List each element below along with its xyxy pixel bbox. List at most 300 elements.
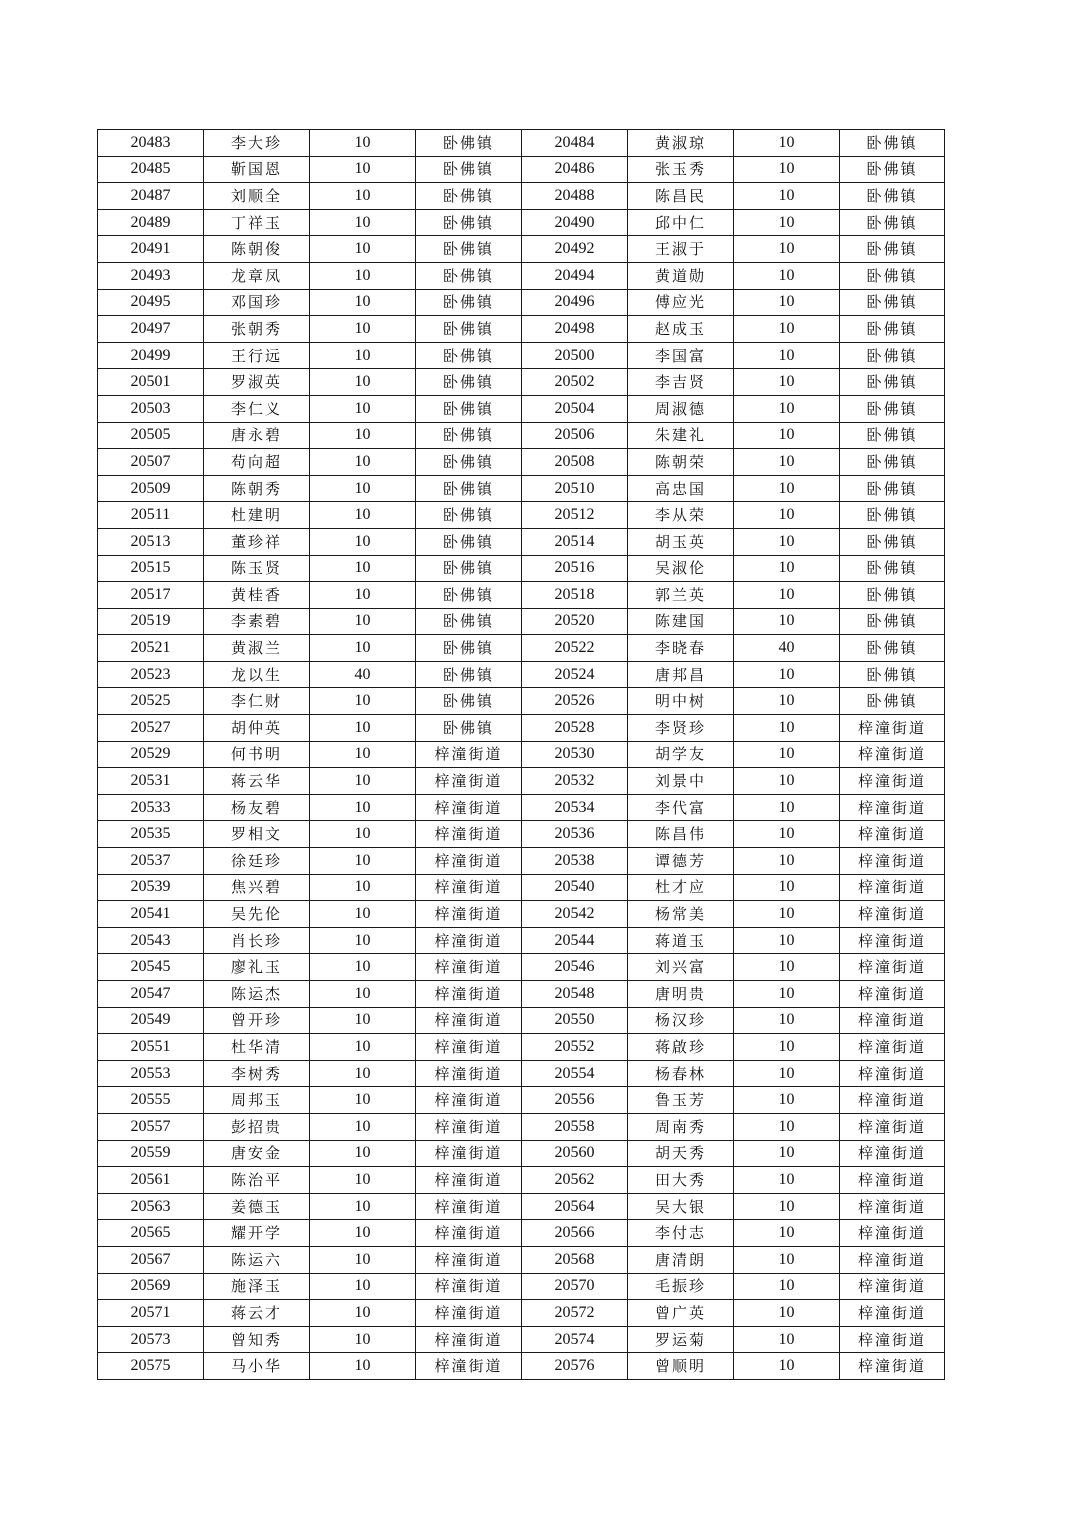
left-amount-cell: 10 (310, 927, 416, 954)
left-record-id-cell: 20547 (98, 981, 204, 1008)
right-record-id-cell: 20528 (522, 715, 628, 742)
table-row (98, 342, 945, 369)
table-row (98, 608, 945, 635)
left-area-cell: 梓潼街道 (416, 1060, 522, 1087)
right-name-cell: 曾广英 (628, 1300, 734, 1327)
right-amount-cell: 10 (734, 342, 840, 369)
right-record-id-cell: 20512 (522, 502, 628, 529)
right-record-id-cell: 20498 (522, 316, 628, 343)
table-row (98, 1220, 945, 1247)
right-amount-cell: 10 (734, 1034, 840, 1061)
left-area-cell: 梓潼街道 (416, 1300, 522, 1327)
left-amount-cell: 40 (310, 661, 416, 688)
left-record-id-cell: 20493 (98, 262, 204, 289)
table-row (98, 981, 945, 1008)
right-area-cell: 梓潼街道 (840, 1300, 945, 1327)
right-record-id-cell: 20574 (522, 1326, 628, 1353)
left-name-cell: 罗相文 (204, 821, 310, 848)
left-name-cell: 耀开学 (204, 1220, 310, 1247)
right-record-id-cell: 20524 (522, 661, 628, 688)
right-amount-cell: 10 (734, 316, 840, 343)
right-area-cell: 梓潼街道 (840, 1326, 945, 1353)
right-amount-cell: 10 (734, 715, 840, 742)
table-row (98, 1060, 945, 1087)
left-amount-cell: 10 (310, 369, 416, 396)
table-row (98, 768, 945, 795)
left-amount-cell: 10 (310, 209, 416, 236)
right-area-cell: 梓潼街道 (840, 1060, 945, 1087)
right-amount-cell: 10 (734, 1326, 840, 1353)
left-amount-cell: 10 (310, 1060, 416, 1087)
right-amount-cell: 10 (734, 1060, 840, 1087)
left-name-cell: 杨友碧 (204, 794, 310, 821)
right-area-cell: 梓潼街道 (840, 954, 945, 981)
right-record-id-cell: 20530 (522, 741, 628, 768)
left-area-cell: 梓潼街道 (416, 794, 522, 821)
right-amount-cell: 10 (734, 821, 840, 848)
right-area-cell: 梓潼街道 (840, 1353, 945, 1380)
left-name-cell: 董珍祥 (204, 528, 310, 555)
table-row (98, 582, 945, 609)
right-amount-cell: 10 (734, 954, 840, 981)
left-area-cell: 梓潼街道 (416, 1220, 522, 1247)
right-record-id-cell: 20554 (522, 1060, 628, 1087)
right-name-cell: 张玉秀 (628, 156, 734, 183)
left-name-cell: 陈运六 (204, 1246, 310, 1273)
left-area-cell: 卧佛镇 (416, 342, 522, 369)
right-area-cell: 梓潼街道 (840, 768, 945, 795)
left-name-cell: 王行远 (204, 342, 310, 369)
table-row (98, 1273, 945, 1300)
left-area-cell: 卧佛镇 (416, 183, 522, 210)
table-row (98, 395, 945, 422)
right-amount-cell: 10 (734, 555, 840, 582)
left-record-id-cell: 20501 (98, 369, 204, 396)
right-area-cell: 卧佛镇 (840, 635, 945, 662)
right-name-cell: 李代富 (628, 794, 734, 821)
right-record-id-cell: 20572 (522, 1300, 628, 1327)
left-amount-cell: 10 (310, 901, 416, 928)
left-name-cell: 陈运杰 (204, 981, 310, 1008)
right-area-cell: 梓潼街道 (840, 794, 945, 821)
left-name-cell: 龙章凤 (204, 262, 310, 289)
right-name-cell: 朱建礼 (628, 422, 734, 449)
left-amount-cell: 10 (310, 1087, 416, 1114)
left-record-id-cell: 20543 (98, 927, 204, 954)
right-name-cell: 王淑于 (628, 236, 734, 263)
left-amount-cell: 10 (310, 741, 416, 768)
left-area-cell: 卧佛镇 (416, 635, 522, 662)
right-area-cell: 卧佛镇 (840, 316, 945, 343)
left-record-id-cell: 20553 (98, 1060, 204, 1087)
table-row (98, 528, 945, 555)
right-amount-cell: 10 (734, 688, 840, 715)
left-name-cell: 何书明 (204, 741, 310, 768)
right-record-id-cell: 20562 (522, 1167, 628, 1194)
right-record-id-cell: 20522 (522, 635, 628, 662)
right-amount-cell: 10 (734, 794, 840, 821)
left-record-id-cell: 20503 (98, 395, 204, 422)
left-record-id-cell: 20489 (98, 209, 204, 236)
right-area-cell: 卧佛镇 (840, 661, 945, 688)
left-name-cell: 黄淑兰 (204, 635, 310, 662)
right-area-cell: 卧佛镇 (840, 209, 945, 236)
left-area-cell: 梓潼街道 (416, 927, 522, 954)
left-name-cell: 彭招贵 (204, 1113, 310, 1140)
table-row (98, 661, 945, 688)
left-record-id-cell: 20565 (98, 1220, 204, 1247)
left-name-cell: 陈治平 (204, 1167, 310, 1194)
left-name-cell: 徐廷珍 (204, 848, 310, 875)
table-row (98, 1353, 945, 1380)
right-area-cell: 梓潼街道 (840, 821, 945, 848)
right-name-cell: 蒋道玉 (628, 927, 734, 954)
right-record-id-cell: 20546 (522, 954, 628, 981)
left-record-id-cell: 20521 (98, 635, 204, 662)
left-record-id-cell: 20557 (98, 1113, 204, 1140)
left-record-id-cell: 20563 (98, 1193, 204, 1220)
table-row (98, 1007, 945, 1034)
right-amount-cell: 10 (734, 1087, 840, 1114)
table-row (98, 848, 945, 875)
left-area-cell: 梓潼街道 (416, 1273, 522, 1300)
left-name-cell: 刘顺全 (204, 183, 310, 210)
left-area-cell: 卧佛镇 (416, 449, 522, 476)
table-row (98, 1140, 945, 1167)
left-area-cell: 梓潼街道 (416, 954, 522, 981)
right-name-cell: 李晓春 (628, 635, 734, 662)
right-record-id-cell: 20486 (522, 156, 628, 183)
left-name-cell: 唐安金 (204, 1140, 310, 1167)
right-name-cell: 田大秀 (628, 1167, 734, 1194)
right-amount-cell: 10 (734, 981, 840, 1008)
right-name-cell: 唐明贵 (628, 981, 734, 1008)
left-area-cell: 梓潼街道 (416, 1140, 522, 1167)
right-area-cell: 梓潼街道 (840, 715, 945, 742)
left-area-cell: 卧佛镇 (416, 661, 522, 688)
left-name-cell: 胡仲英 (204, 715, 310, 742)
left-name-cell: 黄桂香 (204, 582, 310, 609)
left-amount-cell: 10 (310, 316, 416, 343)
left-name-cell: 靳国恩 (204, 156, 310, 183)
left-name-cell: 杜建明 (204, 502, 310, 529)
left-area-cell: 梓潼街道 (416, 741, 522, 768)
right-record-id-cell: 20576 (522, 1353, 628, 1380)
left-name-cell: 马小华 (204, 1353, 310, 1380)
right-record-id-cell: 20570 (522, 1273, 628, 1300)
left-amount-cell: 10 (310, 954, 416, 981)
table-row (98, 635, 945, 662)
right-area-cell: 卧佛镇 (840, 449, 945, 476)
right-area-cell: 梓潼街道 (840, 927, 945, 954)
right-area-cell: 梓潼街道 (840, 1140, 945, 1167)
right-name-cell: 刘景中 (628, 768, 734, 795)
left-record-id-cell: 20567 (98, 1246, 204, 1273)
right-amount-cell: 10 (734, 1353, 840, 1380)
right-name-cell: 郭兰英 (628, 582, 734, 609)
left-record-id-cell: 20483 (98, 130, 204, 157)
right-area-cell: 卧佛镇 (840, 528, 945, 555)
roster-body (98, 130, 945, 1380)
right-name-cell: 黄道勋 (628, 262, 734, 289)
table-row (98, 1246, 945, 1273)
table-row (98, 1167, 945, 1194)
left-area-cell: 卧佛镇 (416, 209, 522, 236)
right-record-id-cell: 20490 (522, 209, 628, 236)
left-area-cell: 卧佛镇 (416, 608, 522, 635)
left-record-id-cell: 20539 (98, 874, 204, 901)
right-area-cell: 卧佛镇 (840, 183, 945, 210)
left-name-cell: 邓国珍 (204, 289, 310, 316)
right-amount-cell: 10 (734, 289, 840, 316)
left-name-cell: 李素碧 (204, 608, 310, 635)
left-name-cell: 张朝秀 (204, 316, 310, 343)
left-amount-cell: 10 (310, 1246, 416, 1273)
left-record-id-cell: 20519 (98, 608, 204, 635)
right-record-id-cell: 20518 (522, 582, 628, 609)
right-record-id-cell: 20566 (522, 1220, 628, 1247)
left-name-cell: 杜华清 (204, 1034, 310, 1061)
left-name-cell: 李大珍 (204, 130, 310, 157)
left-record-id-cell: 20533 (98, 794, 204, 821)
right-amount-cell: 10 (734, 236, 840, 263)
left-name-cell: 龙以生 (204, 661, 310, 688)
right-amount-cell: 10 (734, 528, 840, 555)
right-name-cell: 杨汉珍 (628, 1007, 734, 1034)
left-name-cell: 周邦玉 (204, 1087, 310, 1114)
right-amount-cell: 10 (734, 1220, 840, 1247)
right-name-cell: 鲁玉芳 (628, 1087, 734, 1114)
left-area-cell: 梓潼街道 (416, 821, 522, 848)
right-record-id-cell: 20564 (522, 1193, 628, 1220)
right-area-cell: 梓潼街道 (840, 981, 945, 1008)
table-row (98, 1193, 945, 1220)
left-record-id-cell: 20509 (98, 475, 204, 502)
left-record-id-cell: 20551 (98, 1034, 204, 1061)
left-record-id-cell: 20513 (98, 528, 204, 555)
right-amount-cell: 10 (734, 1113, 840, 1140)
left-record-id-cell: 20485 (98, 156, 204, 183)
left-amount-cell: 10 (310, 608, 416, 635)
left-amount-cell: 10 (310, 874, 416, 901)
table-row (98, 502, 945, 529)
left-area-cell: 梓潼街道 (416, 901, 522, 928)
right-amount-cell: 10 (734, 741, 840, 768)
right-record-id-cell: 20548 (522, 981, 628, 1008)
left-amount-cell: 10 (310, 449, 416, 476)
right-record-id-cell: 20508 (522, 449, 628, 476)
left-area-cell: 梓潼街道 (416, 848, 522, 875)
table-row (98, 1326, 945, 1353)
right-record-id-cell: 20538 (522, 848, 628, 875)
left-area-cell: 梓潼街道 (416, 1087, 522, 1114)
table-row (98, 262, 945, 289)
right-area-cell: 卧佛镇 (840, 289, 945, 316)
left-name-cell: 李树秀 (204, 1060, 310, 1087)
left-amount-cell: 10 (310, 342, 416, 369)
right-amount-cell: 10 (734, 449, 840, 476)
left-amount-cell: 10 (310, 848, 416, 875)
left-area-cell: 梓潼街道 (416, 1034, 522, 1061)
right-name-cell: 杨春林 (628, 1060, 734, 1087)
table-row (98, 688, 945, 715)
right-record-id-cell: 20492 (522, 236, 628, 263)
left-amount-cell: 10 (310, 715, 416, 742)
left-name-cell: 陈玉贤 (204, 555, 310, 582)
left-name-cell: 丁祥玉 (204, 209, 310, 236)
right-area-cell: 梓潼街道 (840, 1087, 945, 1114)
table-row (98, 209, 945, 236)
right-record-id-cell: 20526 (522, 688, 628, 715)
right-area-cell: 卧佛镇 (840, 156, 945, 183)
right-area-cell: 梓潼街道 (840, 1007, 945, 1034)
left-name-cell: 姜德玉 (204, 1193, 310, 1220)
table-row (98, 927, 945, 954)
right-record-id-cell: 20510 (522, 475, 628, 502)
right-record-id-cell: 20556 (522, 1087, 628, 1114)
left-record-id-cell: 20571 (98, 1300, 204, 1327)
right-amount-cell: 10 (734, 582, 840, 609)
left-record-id-cell: 20569 (98, 1273, 204, 1300)
left-name-cell: 苟向超 (204, 449, 310, 476)
table-row (98, 1300, 945, 1327)
left-area-cell: 卧佛镇 (416, 475, 522, 502)
left-record-id-cell: 20515 (98, 555, 204, 582)
left-area-cell: 梓潼街道 (416, 1193, 522, 1220)
right-name-cell: 明中树 (628, 688, 734, 715)
right-area-cell: 卧佛镇 (840, 369, 945, 396)
right-amount-cell: 10 (734, 1007, 840, 1034)
table-row (98, 316, 945, 343)
right-area-cell: 卧佛镇 (840, 236, 945, 263)
left-amount-cell: 10 (310, 582, 416, 609)
right-amount-cell: 10 (734, 661, 840, 688)
left-area-cell: 卧佛镇 (416, 369, 522, 396)
right-name-cell: 毛振珍 (628, 1273, 734, 1300)
right-area-cell: 卧佛镇 (840, 262, 945, 289)
left-record-id-cell: 20537 (98, 848, 204, 875)
right-area-cell: 梓潼街道 (840, 1246, 945, 1273)
left-amount-cell: 10 (310, 183, 416, 210)
right-name-cell: 周南秀 (628, 1113, 734, 1140)
right-area-cell: 梓潼街道 (840, 1193, 945, 1220)
right-amount-cell: 10 (734, 874, 840, 901)
right-area-cell: 卧佛镇 (840, 608, 945, 635)
left-area-cell: 梓潼街道 (416, 1113, 522, 1140)
right-name-cell: 胡天秀 (628, 1140, 734, 1167)
right-amount-cell: 10 (734, 183, 840, 210)
right-record-id-cell: 20534 (522, 794, 628, 821)
left-area-cell: 梓潼街道 (416, 768, 522, 795)
left-amount-cell: 10 (310, 794, 416, 821)
left-name-cell: 蒋云华 (204, 768, 310, 795)
left-area-cell: 卧佛镇 (416, 555, 522, 582)
right-amount-cell: 10 (734, 502, 840, 529)
right-amount-cell: 10 (734, 608, 840, 635)
left-amount-cell: 10 (310, 422, 416, 449)
right-name-cell: 李国富 (628, 342, 734, 369)
right-name-cell: 曾顺明 (628, 1353, 734, 1380)
right-record-id-cell: 20506 (522, 422, 628, 449)
right-name-cell: 谭德芳 (628, 848, 734, 875)
right-amount-cell: 10 (734, 422, 840, 449)
left-area-cell: 卧佛镇 (416, 262, 522, 289)
left-amount-cell: 10 (310, 528, 416, 555)
right-name-cell: 周淑德 (628, 395, 734, 422)
left-amount-cell: 10 (310, 1193, 416, 1220)
right-name-cell: 杜才应 (628, 874, 734, 901)
left-amount-cell: 10 (310, 289, 416, 316)
right-area-cell: 梓潼街道 (840, 741, 945, 768)
left-record-id-cell: 20541 (98, 901, 204, 928)
table-row (98, 449, 945, 476)
left-amount-cell: 10 (310, 156, 416, 183)
left-area-cell: 梓潼街道 (416, 1353, 522, 1380)
right-record-id-cell: 20502 (522, 369, 628, 396)
table-row (98, 236, 945, 263)
left-area-cell: 卧佛镇 (416, 289, 522, 316)
left-name-cell: 蒋云才 (204, 1300, 310, 1327)
left-name-cell: 唐永碧 (204, 422, 310, 449)
left-name-cell: 罗淑英 (204, 369, 310, 396)
left-record-id-cell: 20559 (98, 1140, 204, 1167)
right-name-cell: 邱中仁 (628, 209, 734, 236)
right-amount-cell: 10 (734, 395, 840, 422)
right-amount-cell: 10 (734, 1273, 840, 1300)
table-row (98, 741, 945, 768)
right-record-id-cell: 20536 (522, 821, 628, 848)
right-area-cell: 梓潼街道 (840, 1167, 945, 1194)
table-row (98, 715, 945, 742)
right-name-cell: 赵成玉 (628, 316, 734, 343)
right-name-cell: 陈昌民 (628, 183, 734, 210)
right-record-id-cell: 20494 (522, 262, 628, 289)
table-row (98, 130, 945, 157)
left-area-cell: 梓潼街道 (416, 1167, 522, 1194)
right-name-cell: 李从荣 (628, 502, 734, 529)
right-amount-cell: 10 (734, 1140, 840, 1167)
left-record-id-cell: 20511 (98, 502, 204, 529)
right-name-cell: 傅应光 (628, 289, 734, 316)
right-amount-cell: 10 (734, 262, 840, 289)
right-area-cell: 卧佛镇 (840, 422, 945, 449)
right-name-cell: 陈朝荣 (628, 449, 734, 476)
left-amount-cell: 10 (310, 1273, 416, 1300)
left-record-id-cell: 20487 (98, 183, 204, 210)
right-amount-cell: 10 (734, 1193, 840, 1220)
left-record-id-cell: 20535 (98, 821, 204, 848)
right-area-cell: 卧佛镇 (840, 342, 945, 369)
right-record-id-cell: 20496 (522, 289, 628, 316)
right-amount-cell: 10 (734, 901, 840, 928)
table-row (98, 369, 945, 396)
left-record-id-cell: 20549 (98, 1007, 204, 1034)
right-name-cell: 李贤珍 (628, 715, 734, 742)
right-name-cell: 高忠国 (628, 475, 734, 502)
right-area-cell: 梓潼街道 (840, 1113, 945, 1140)
left-record-id-cell: 20505 (98, 422, 204, 449)
right-record-id-cell: 20558 (522, 1113, 628, 1140)
table-row (98, 954, 945, 981)
left-name-cell: 陈朝俊 (204, 236, 310, 263)
right-record-id-cell: 20544 (522, 927, 628, 954)
left-amount-cell: 10 (310, 635, 416, 662)
table-row (98, 1034, 945, 1061)
left-name-cell: 曾知秀 (204, 1326, 310, 1353)
right-record-id-cell: 20532 (522, 768, 628, 795)
left-area-cell: 卧佛镇 (416, 422, 522, 449)
left-amount-cell: 10 (310, 475, 416, 502)
